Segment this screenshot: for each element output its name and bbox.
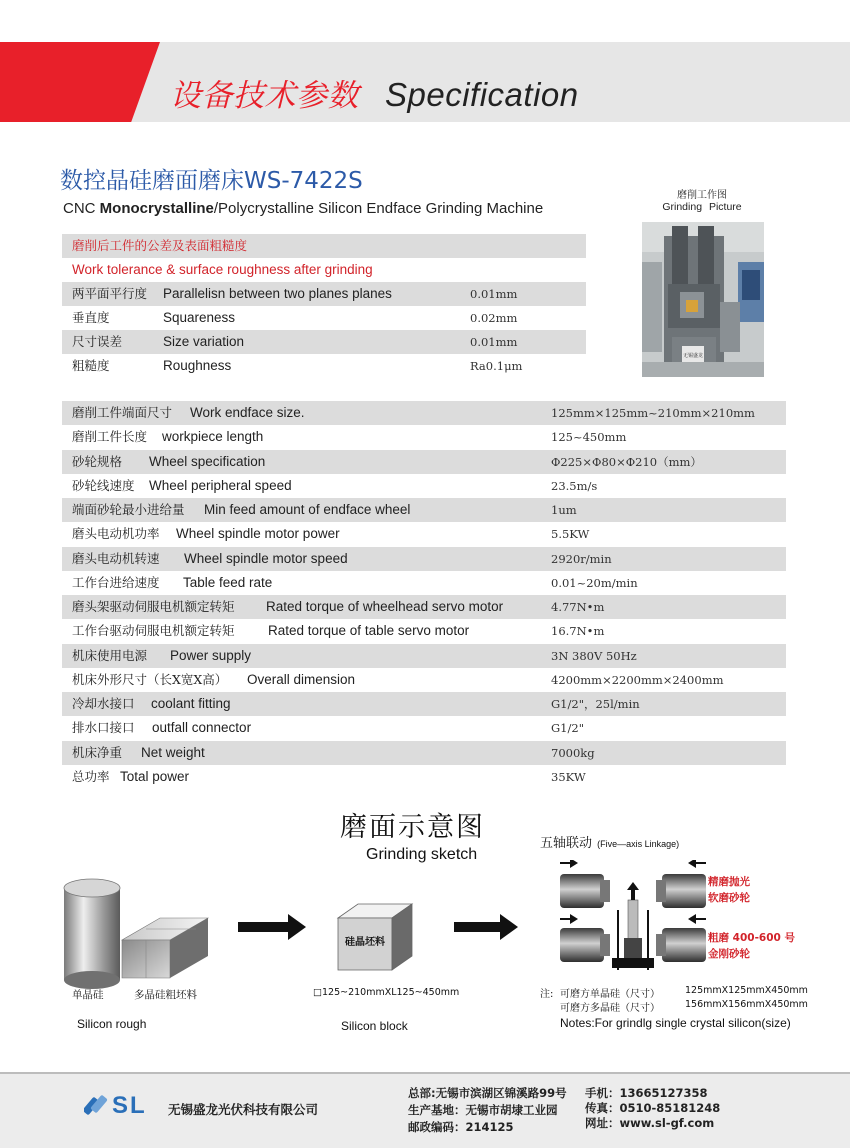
table-row <box>62 668 786 692</box>
spec-label-en: coolant fitting <box>151 696 231 711</box>
footer-fax: 传真：0510-85181248 <box>585 1101 721 1115</box>
spec-label-en: outfall connector <box>152 720 252 736</box>
tolerance-heading-en-row <box>62 258 586 282</box>
spec-label-cn: 砂轮规格 <box>72 453 123 469</box>
coarse-grind-label-1: 粗磨 400-600 号 <box>708 932 796 944</box>
spec-label-cn: 工作台驱动伺服电机额定转矩 <box>72 623 235 639</box>
company-logo-icon <box>84 1094 110 1116</box>
tolerance-label-cn: 尺寸误差 <box>72 334 123 349</box>
tolerance-heading-en: Work tolerance & surface roughness after grinding <box>72 262 373 277</box>
spec-label-cn: 机床外形尺寸（长X宽X高） <box>72 671 228 687</box>
arrow-right-icon <box>238 914 306 940</box>
page-title-cn: 设备技术参数 <box>170 78 359 114</box>
tolerance-label-cn: 两平面平行度 <box>72 286 148 301</box>
note-poly-dim: 156mmX156mmX450mm <box>685 999 808 1010</box>
spec-value: 7000kg <box>551 745 595 760</box>
spec-label-en: Wheel specification <box>149 453 266 469</box>
spec-label-cn: 磨头电动机功率 <box>72 526 160 542</box>
table-row <box>62 306 586 330</box>
product-title-en-pre: CNC <box>63 200 100 217</box>
spec-label-en: Rated torque of table servo motor <box>268 623 470 639</box>
spec-label-cn: 工作台进给速度 <box>72 574 160 590</box>
label-mono-silicon: 单晶硅 <box>72 989 104 1001</box>
spec-value: 0.01~20m/min <box>551 575 638 590</box>
spec-value: G1/2"，25l/min <box>551 697 640 711</box>
spec-table <box>62 401 786 789</box>
spec-label-en: Rated torque of wheelhead servo motor <box>266 599 504 614</box>
label-block-dimension: □125~210mmXL125~450mm <box>313 987 460 998</box>
note-prefix: 注: <box>540 989 554 1000</box>
product-title-en-post: /Polycrystalline Silicon Endface Grinding Machine <box>213 200 544 217</box>
spec-label-en: Power supply <box>170 647 252 663</box>
note-mono-cn: 可磨方单晶硅（尺寸） <box>560 989 660 1000</box>
table-row <box>62 765 786 789</box>
fine-grind-label-1: 精磨抛光 <box>708 876 750 888</box>
spec-value: 3N 380V 50Hz <box>551 648 637 663</box>
note-poly-cn: 可磨方多晶硅（尺寸） <box>560 1003 660 1014</box>
table-row <box>62 692 786 716</box>
tolerance-label-cn: 垂直度 <box>72 310 110 325</box>
spec-label-en: Min feed amount of endface wheel <box>204 502 411 517</box>
tolerance-label-en: Squareness <box>163 310 236 325</box>
fine-grind-label-2: 软磨砂轮 <box>708 892 750 904</box>
linkage-cn: 五轴联动 <box>540 836 593 851</box>
spec-label-cn: 磨头电动机转速 <box>72 550 160 566</box>
coarse-grind-label-2: 金刚砂轮 <box>708 948 750 960</box>
spec-label-cn: 磨头架驱动伺服电机额定转矩 <box>72 599 235 614</box>
label-silicon-block: Silicon block <box>341 1019 408 1033</box>
product-title-cn: 数控晶硅磨面磨床WS-7422S <box>60 168 363 194</box>
spec-value: 4200mm×2200mm×2400mm <box>551 672 724 687</box>
table-row <box>62 401 786 425</box>
spec-label-cn: 机床净重 <box>72 744 123 760</box>
spec-label-cn: 机床使用电源 <box>72 647 148 663</box>
machine-plate: 无锡盛龙 <box>682 353 704 359</box>
spec-label-en: Wheel spindle motor speed <box>184 550 348 566</box>
tolerance-value: Ra0.1μm <box>470 359 523 373</box>
footer-web: 网址：www.sl-gf.com <box>585 1116 715 1130</box>
spec-label-cn: 砂轮线速度 <box>72 477 135 493</box>
spec-label-en: Overall dimension <box>247 671 356 687</box>
table-row <box>62 425 786 449</box>
spec-label-en: Work endface size. <box>190 405 305 420</box>
spec-label-cn: 磨削工件长度 <box>72 429 148 445</box>
arrow-right-icon <box>454 914 518 940</box>
spec-label-cn: 排水口接口 <box>72 720 135 736</box>
footer-hq: 总部:无锡市滨湖区锦溪路99号 <box>408 1086 567 1100</box>
spec-value: 23.5m/s <box>551 478 598 493</box>
silicon-block <box>338 904 412 970</box>
page-title-en: Specification <box>385 76 579 113</box>
linkage-en: (Five—axis Linkage) <box>597 839 680 849</box>
spec-label-en: workpiece length <box>162 429 264 445</box>
table-row <box>62 595 786 619</box>
photo-caption-en: Grinding Picture <box>662 201 742 213</box>
label-poly-silicon: 多晶硅粗坯料 <box>134 989 197 1001</box>
company-logo-text: SL <box>112 1092 147 1119</box>
table-row <box>62 450 786 474</box>
spec-value: 16.7N•m <box>551 624 605 639</box>
sketch-title-en: Grinding sketch <box>366 846 478 863</box>
note-en: Notes:For grindlg single crystal silicon(size) <box>560 1016 791 1030</box>
spec-value: G1/2" <box>551 721 584 736</box>
spec-label-en: Wheel peripheral speed <box>149 477 292 493</box>
table-row <box>62 741 786 765</box>
spec-value: Φ225×Φ80×Φ210（mm） <box>551 454 702 469</box>
poly-silicon-blocks <box>122 918 208 978</box>
table-row <box>62 522 786 546</box>
five-axis-diagram <box>560 860 706 970</box>
tolerance-value: 0.01mm <box>470 335 518 349</box>
spec-value: 4.77N•m <box>551 600 605 614</box>
table-row <box>62 474 786 498</box>
spec-label-en: Table feed rate <box>183 574 273 590</box>
tolerance-label-en: Parallelisn between two planes planes <box>163 286 392 301</box>
tolerance-value: 0.01mm <box>470 287 518 301</box>
spec-value: 125mm×125mm~210mm×210mm <box>551 406 755 420</box>
spec-value: 5.5KW <box>551 527 590 542</box>
tolerance-table <box>62 234 786 378</box>
footer-postcode: 邮政编码：214125 <box>408 1120 514 1134</box>
table-row <box>62 619 786 643</box>
table-row <box>62 716 786 740</box>
spec-value: 2920r/min <box>551 551 612 566</box>
note-mono-dim: 125mmX125mmX450mm <box>685 985 808 996</box>
spec-label-en: Wheel spindle motor power <box>176 526 340 542</box>
spec-label-cn: 总功率 <box>72 768 110 784</box>
linkage-label <box>540 832 780 851</box>
mono-silicon-cylinder <box>64 879 120 989</box>
product-title-en-bold: Monocrystalline <box>99 200 214 217</box>
spec-label-cn: 磨削工件端面尺寸 <box>72 405 173 420</box>
table-row <box>62 547 786 571</box>
tolerance-value: 0.02mm <box>470 311 518 325</box>
table-row <box>62 498 786 522</box>
block-label: 硅晶坯料 <box>345 937 385 948</box>
product-title-en <box>63 200 543 217</box>
spec-label-cn: 冷却水接口 <box>72 696 135 711</box>
spec-value: 1um <box>551 503 577 517</box>
spec-label-cn: 端面砂轮最小进给量 <box>72 502 185 517</box>
footer-base: 生产基地：无锡市胡埭工业园 <box>408 1103 558 1117</box>
tolerance-heading-cn-row <box>62 234 586 258</box>
table-row <box>62 282 586 306</box>
table-row <box>62 330 586 354</box>
sketch-title-cn: 磨面示意图 <box>340 812 485 843</box>
footer-phone: 手机：13665127358 <box>585 1086 708 1100</box>
label-silicon-rough: Silicon rough <box>77 1017 147 1031</box>
tolerance-label-cn: 粗糙度 <box>72 358 110 373</box>
company-name: 无锡盛龙光伏科技有限公司 <box>168 1102 319 1117</box>
photo-caption-cn: 磨削工作图 <box>677 190 727 201</box>
spec-label-en: Total power <box>120 768 190 784</box>
table-row <box>62 644 786 668</box>
page-title <box>170 70 579 115</box>
table-row <box>62 571 786 595</box>
tolerance-heading-cn: 磨削后工件的公差及表面粗糙度 <box>72 238 248 253</box>
spec-value: 125~450mm <box>551 430 627 445</box>
spec-label-en: Net weight <box>141 744 205 760</box>
table-row <box>62 354 586 378</box>
spec-value: 35KW <box>551 769 586 784</box>
tolerance-label-en: Roughness <box>163 358 232 373</box>
tolerance-label-en: Size variation <box>163 334 245 349</box>
